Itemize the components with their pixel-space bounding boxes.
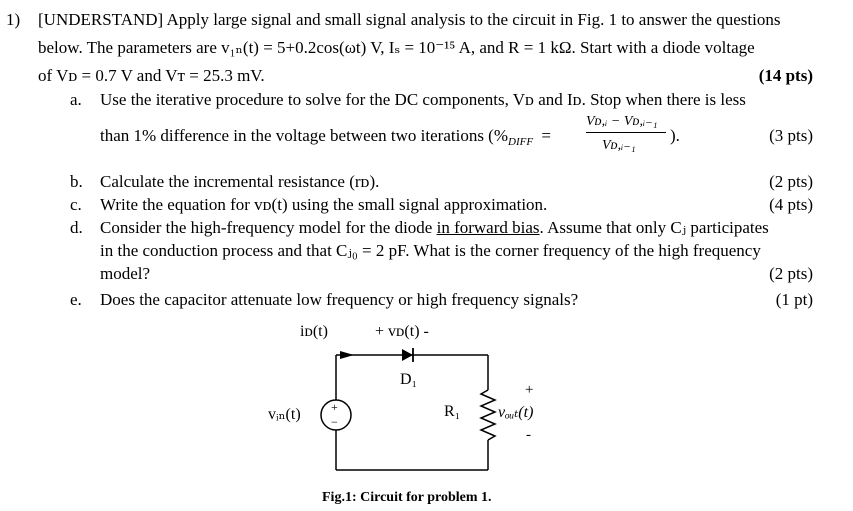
fraction-numerator: Vᴅ,ᵢ − Vᴅ,ᵢ₋₁ (586, 114, 658, 129)
part-e-letter: e. (70, 290, 82, 309)
part-c-text: Write the equation for vᴅ(t) using the small signal approximation. (100, 195, 548, 214)
part-b-points: (2 pts) (769, 172, 813, 191)
vout-minus: - (526, 427, 531, 443)
source-plus: + (331, 400, 338, 414)
part-b-text: Calculate the incremental resistance (rᴅ). (100, 172, 380, 191)
problem-line-2: below. The parameters are v₁ₙ(t) = 5+0.2cos(ωt) V, Iₛ = 10⁻¹⁵ A, and R = 1 kΩ. Start with a diode voltage (38, 38, 755, 57)
part-a-line-1: Use the iterative procedure to solve for the DC components, Vᴅ and Iᴅ. Stop when there is less (100, 90, 746, 109)
source-minus: − (331, 415, 338, 429)
part-c-letter: c. (70, 195, 82, 214)
equals-sign: = (541, 126, 551, 145)
diff-subscript: DIFF (508, 136, 534, 148)
part-a-letter: a. (70, 90, 82, 109)
vout-plus: + (525, 382, 534, 398)
part-d-line-1-post: . Assume that only Cⱼ participates (539, 218, 769, 237)
part-e-points: (1 pt) (775, 290, 813, 309)
part-a-close: ). (670, 126, 680, 145)
part-a-points: (3 pts) (769, 126, 813, 145)
part-a-line-2-pre: than 1% difference in the voltage between two iterations (% (100, 126, 509, 145)
resistor-symbol (481, 390, 495, 440)
part-d-points: (2 pts) (769, 264, 813, 283)
diode-triangle-icon (402, 349, 413, 361)
part-d-line-1-pre: Consider the high-frequency model for the diode (100, 218, 437, 237)
forward-bias-underlined: in forward bias (436, 218, 540, 237)
problem-number: 1) (6, 10, 21, 29)
current-arrow-icon (340, 351, 354, 359)
problem-line-3: of Vᴅ = 0.7 V and Vᴛ = 25.3 mV. (38, 66, 265, 85)
diode-label: D₁ (400, 371, 418, 388)
id-label: iᴅ(t) (300, 323, 328, 340)
part-c-points: (4 pts) (769, 195, 813, 214)
part-d-line-2: in the conduction process and that Cⱼ₀ = 2 pF. What is the corner frequency of the high frequency (100, 241, 761, 260)
part-b-letter: b. (70, 172, 83, 191)
part-e-text: Does the capacitor attenuate low frequency or high frequency signals? (100, 290, 579, 309)
figure-caption: Fig.1: Circuit for problem 1. (322, 490, 492, 505)
vd-label: + vᴅ(t) - (375, 323, 429, 340)
problem-line-1: [UNDERSTAND] Apply large signal and small signal analysis to the circuit in Fig. 1 to answer the questions (38, 10, 781, 29)
part-d-line-3: model? (100, 264, 151, 283)
fraction-denominator: Vᴅ,ᵢ₋₁ (602, 138, 636, 153)
total-points: (14 pts) (758, 66, 813, 85)
resistor-label: R₁ (444, 403, 461, 420)
part-d-letter: d. (70, 218, 83, 237)
vout-label: vₒᵤₜ(t) (498, 404, 534, 421)
vin-label: vᵢₙ(t) (268, 406, 301, 423)
